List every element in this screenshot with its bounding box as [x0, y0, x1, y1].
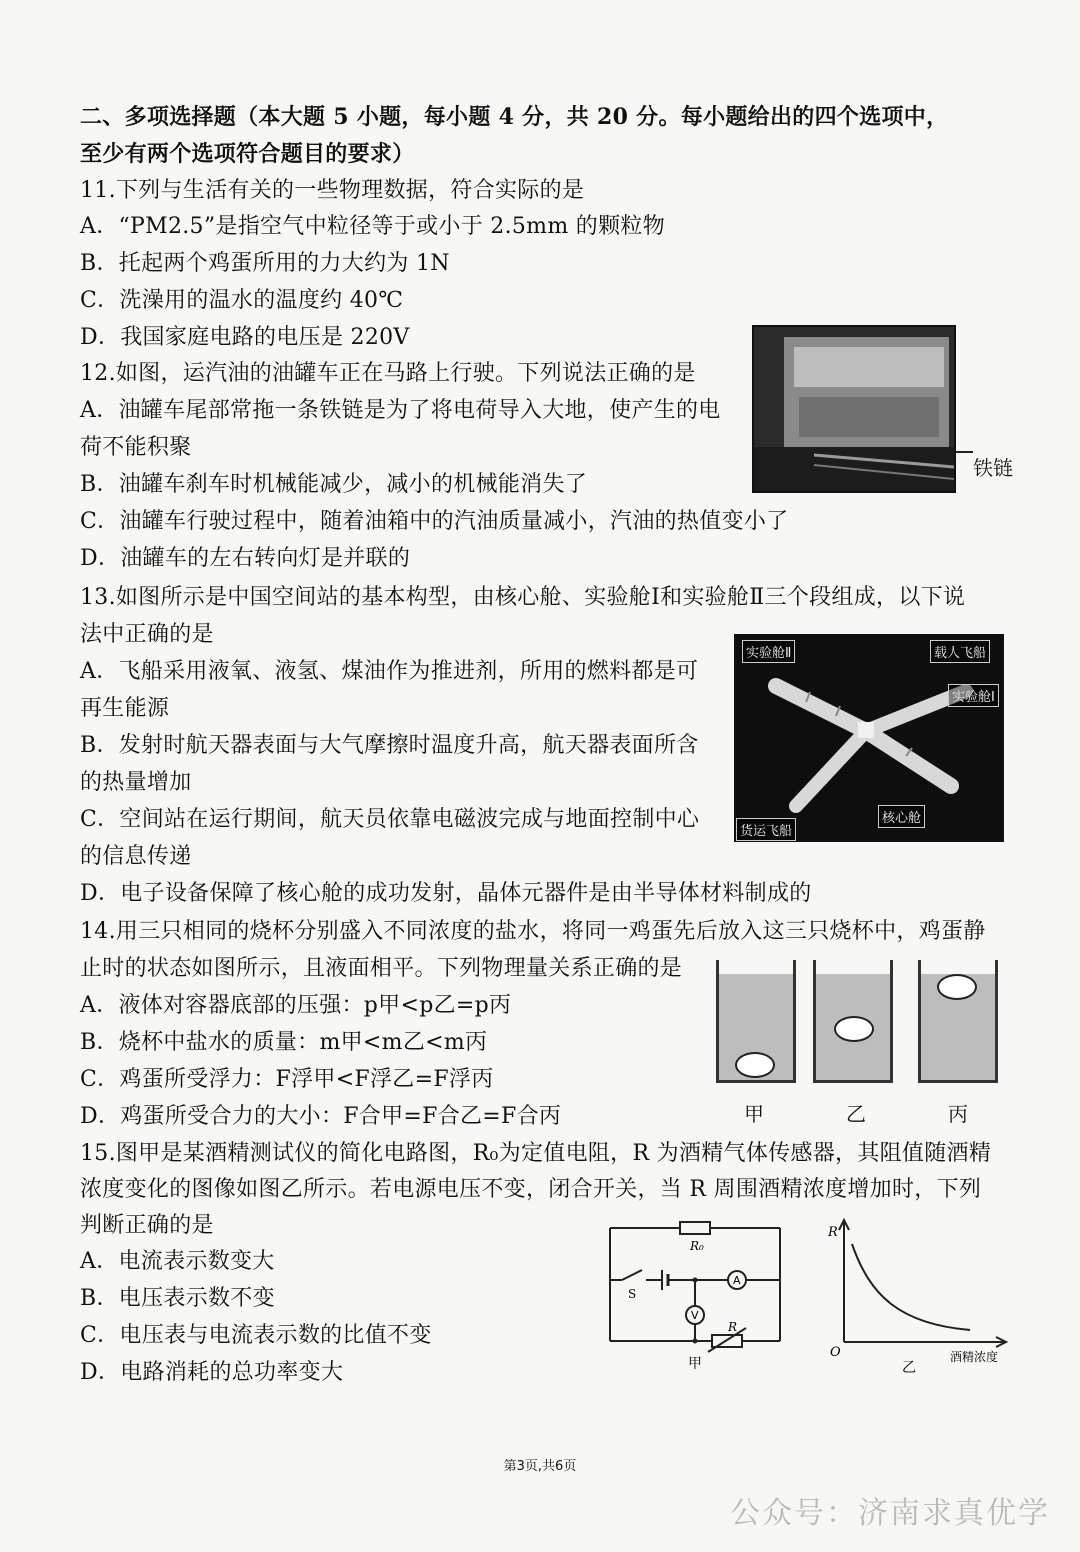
beaker-label-yi: 乙 [846, 1102, 866, 1126]
beaker-label-bing: 丙 [948, 1102, 968, 1126]
tag-core-module: 核心舱 [878, 805, 925, 828]
graph-ylabel: R [828, 1225, 838, 1240]
watermark: 公众号：济南求真优学 [730, 1496, 1050, 1531]
tag-crew-ship: 载人飞船 [930, 640, 990, 663]
circuit-caption: 甲 [688, 1356, 702, 1372]
beaker-bing [918, 960, 998, 1083]
beaker-jia [716, 960, 796, 1083]
page-footer: 第3页,共6页 [503, 1459, 577, 1474]
tag-lab-module-1: 实验舱Ⅰ [948, 684, 999, 707]
q15-stem-line1: 15.图甲是某酒精测试仪的简化电路图，R₀为定值电阻，R 为酒精气体传感器，其阻值随酒精 [80, 1141, 992, 1166]
tag-lab-module-2: 实验舱Ⅱ [742, 640, 795, 663]
ammeter-label: A [733, 1274, 741, 1287]
chain-pointer-line [955, 451, 973, 453]
graph-origin: O [830, 1345, 841, 1360]
sensor-r-label: R [728, 1320, 738, 1334]
q13-option-d: D．电子设备保障了核心舱的成功发射，晶体元器件是由半导体材料制成的 [80, 881, 812, 906]
q14-option-b: B．烧杯中盐水的质量：m甲<m乙<m丙 [80, 1030, 488, 1055]
q13-option-b-line1: B．发射时航天器表面与大气摩擦时温度升高，航天器表面所含 [80, 733, 699, 758]
resistance-graph [820, 1216, 1020, 1376]
q13-option-c-line2: 的信息传递 [80, 844, 192, 869]
egg-sunk [735, 1052, 775, 1078]
q13-option-c-line1: C．空间站在运行期间，航天员依靠电磁波完成与地面控制中心 [80, 807, 700, 832]
q15-stem-line3: 判断正确的是 [80, 1213, 214, 1238]
q12-option-b: B．油罐车刹车时机械能减少，减小的机械能消失了 [80, 472, 588, 497]
section-heading-line2: 至少有两个选项符合题目的要求） [80, 141, 415, 167]
tanker-truck-photo [752, 325, 956, 493]
q15-option-d: D．电路消耗的总功率变大 [80, 1360, 344, 1385]
q13-stem-line2: 法中正确的是 [80, 622, 214, 647]
q13-option-a-line1: A．飞船采用液氧、液氢、煤油作为推进剂，所用的燃料都是可 [80, 659, 699, 684]
q14-option-c: C．鸡蛋所受浮力：F浮甲<F浮乙=F浮丙 [80, 1067, 494, 1092]
graph-caption: 乙 [902, 1360, 916, 1376]
tag-cargo-ship: 货运飞船 [736, 818, 796, 841]
beaker-label-jia: 甲 [744, 1102, 764, 1126]
q15-option-c: C．电压表与电流表示数的比值不变 [80, 1323, 432, 1348]
q13-stem-line1: 13.如图所示是中国空间站的基本构型，由核心舱、实验舱Ⅰ和实验舱Ⅱ三个段组成，以下说 [80, 585, 966, 610]
q11-option-d: D．我国家庭电路的电压是 220V [80, 325, 410, 350]
q15-stem-line2: 浓度变化的图像如图乙所示。若电源电压不变，闭合开关，当 R 周围酒精浓度增加时，下列 [80, 1177, 982, 1202]
q11-stem: 11.下列与生活有关的一些物理数据，符合实际的是 [80, 178, 585, 203]
r0-label: R₀ [690, 1239, 704, 1253]
q14-stem-line1: 14.用三只相同的烧杯分别盛入不同浓度的盐水，将同一鸡蛋先后放入这三只烧杯中，鸡蛋静 [80, 919, 986, 944]
q12-option-a-line1: A．油罐车尾部常拖一条铁链是为了将电荷导入大地，使产生的电 [80, 398, 721, 423]
circuit-diagram [600, 1216, 800, 1376]
q13-option-a-line2: 再生能源 [80, 696, 170, 721]
q15-option-b: B．电压表示数不变 [80, 1286, 275, 1311]
q12-stem: 12.如图，运汽油的油罐车正在马路上行驶。下列说法正确的是 [80, 361, 696, 386]
egg-floating [937, 974, 977, 1000]
q11-option-c: C．洗澡用的温水的温度约 40℃ [80, 288, 404, 313]
q15-option-a: A．电流表示数变大 [80, 1249, 275, 1274]
egg-suspended [834, 1016, 874, 1042]
voltmeter-label: V [691, 1309, 699, 1322]
q12-option-a-line2: 荷不能积聚 [80, 435, 192, 460]
section-heading-line1: 二、多项选择题（本大题 5 小题，每小题 4 分，共 20 分。每小题给出的四个选项中， [80, 104, 949, 130]
graph-xlabel: 酒精浓度 [950, 1350, 999, 1364]
space-station-photo [734, 634, 1004, 842]
chain-label: 铁链 [973, 456, 1013, 480]
q14-option-a: A．液体对容器底部的压强：p甲<p乙=p丙 [80, 993, 512, 1018]
q12-option-c: C．油罐车行驶过程中，随着油箱中的汽油质量减小，汽油的热值变小了 [80, 509, 789, 534]
q11-option-b: B．托起两个鸡蛋所用的力大约为 1N [80, 251, 450, 276]
q14-option-d: D．鸡蛋所受合力的大小：F合甲=F合乙=F合丙 [80, 1104, 562, 1129]
q14-stem-line2: 止时的状态如图所示，且液面相平。下列物理量关系正确的是 [80, 956, 683, 981]
q12-option-d: D．油罐车的左右转向灯是并联的 [80, 546, 411, 571]
beaker-yi [813, 960, 893, 1083]
q13-option-b-line2: 的热量增加 [80, 770, 192, 795]
q11-option-a: A．“PM2.5”是指空气中粒径等于或小于 2.5mm 的颗粒物 [80, 214, 665, 239]
switch-label: S [628, 1287, 637, 1301]
